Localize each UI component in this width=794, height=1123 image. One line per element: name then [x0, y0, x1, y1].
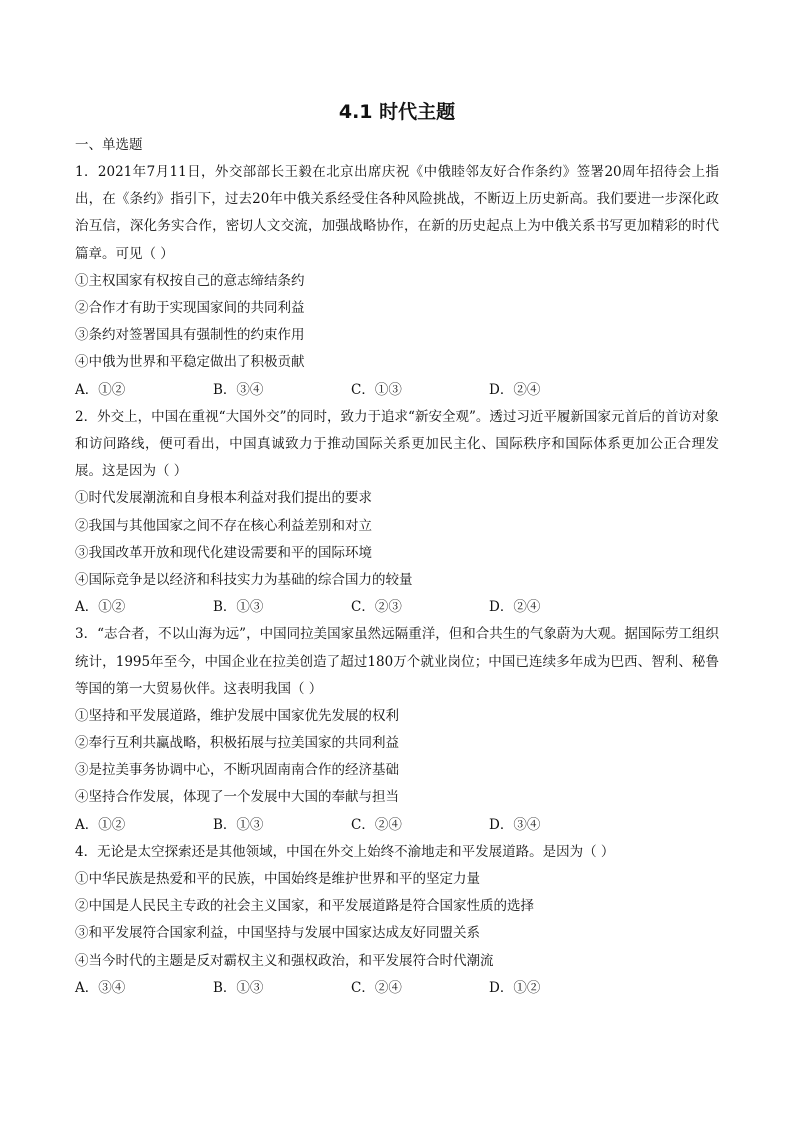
- question-1: [75, 159, 719, 404]
- statement: ①中华民族是热爱和平的民族，中国始终是维护世界和平的坚定力量: [75, 871, 480, 888]
- statement: ③我国改革开放和现代化建设需要和平的国际环境: [75, 544, 372, 561]
- option-b: B．①③: [213, 816, 264, 833]
- option-b: B．③④: [213, 381, 264, 398]
- statement: ④国际竞争是以经济和科技实力为基础的综合国力的较量: [75, 571, 413, 588]
- answer-options: [75, 812, 719, 839]
- question-stem: 3．“志合者，不以山海为远”，中国同拉美国家虽然远隔重洋，但和合共生的气象蔚为大观。据国际劳工组织统计，1995年至今，中国企业在拉美创造了超过180万个就业岗位；中国已连续多年成为巴西、智利、秘鲁等国的第一大贸易伙伴。这表明我国（ ）: [75, 626, 719, 697]
- answer-options: [75, 377, 719, 404]
- section-heading: 一、单选题: [75, 137, 143, 153]
- option-a: A．①②: [75, 381, 126, 398]
- statement: ③条约对签署国具有强制性的约束作用: [75, 327, 305, 344]
- option-d: D．③④: [489, 816, 541, 833]
- statement: ④中俄为世界和平稳定做出了积极贡献: [75, 354, 305, 371]
- statement: ①主权国家有权按自己的意志缔结条约: [75, 272, 305, 289]
- question-2: [75, 404, 719, 622]
- option-c: C．②④: [351, 816, 402, 833]
- option-b: B．①③: [213, 599, 264, 616]
- question-stem: 4．无论是太空探索还是其他领域，中国在外交上始终不渝地走和平发展道路。是因为（ ）: [75, 843, 615, 860]
- option-b: B．①③: [213, 979, 264, 996]
- statement: ②我国与其他国家之间不存在核心利益差别和对立: [75, 517, 372, 534]
- statement: ①时代发展潮流和自身根本利益对我们提出的要求: [75, 490, 372, 507]
- document-title: 4.1 时代主题: [338, 101, 456, 123]
- option-c: C．②④: [351, 979, 402, 996]
- option-c: C．①③: [351, 381, 402, 398]
- option-d: D．②④: [489, 599, 541, 616]
- statement: ④坚持合作发展，体现了一个发展中大国的奉献与担当: [75, 789, 399, 806]
- option-d: D．②④: [489, 381, 541, 398]
- option-d: D．①②: [489, 979, 541, 996]
- statement: ②奉行互利共赢战略，积极拓展与拉美国家的共同利益: [75, 735, 399, 752]
- question-stem: 1．2021年7月11日，外交部部长王毅在北京出席庆祝《中俄睦邻友好合作条约》签署20周年招待会上指出，在《条约》指引下，过去20年中俄关系经受住各种风险挑战，不断迈上历史新高。我们要进一步深化政治互信，深化务实合作，密切人文交流，加强战略协作，在新的历史起点上为中俄关系书写更加精彩的时代篇章。可见（ ）: [75, 164, 719, 262]
- question-4: [75, 839, 719, 1002]
- option-a: A．③④: [75, 979, 126, 996]
- statement: ②中国是人民民主专政的社会主义国家，和平发展道路是符合国家性质的选择: [75, 898, 534, 915]
- answer-options: [75, 594, 719, 621]
- option-a: A．①②: [75, 816, 126, 833]
- statement: ②合作才有助于实现国家间的共同利益: [75, 300, 305, 316]
- statement: ①坚持和平发展道路，维护发展中国家优先发展的权利: [75, 707, 399, 724]
- answer-options: [75, 975, 719, 1002]
- statement: ③是拉美事务协调中心，不断巩固南南合作的经济基础: [75, 762, 399, 779]
- option-a: A．①②: [75, 599, 126, 616]
- question-stem: 2．外交上，中国在重视“大国外交”的同时，致力于追求“新安全观”。透过习近平履新国家元首后的首访对象和访问路线，便可看出，中国真诚致力于推动国际关系更加民主化、国际秩序和国际体系更加公正合理发展。这是因为（ ）: [75, 408, 719, 480]
- question-3: [75, 621, 719, 839]
- statement: ④当今时代的主题是反对霸权主义和强权政治，和平发展符合时代潮流: [75, 952, 494, 969]
- statement: ③和平发展符合国家利益，中国坚持与发展中国家达成友好同盟关系: [75, 925, 480, 942]
- option-c: C．②③: [351, 599, 402, 616]
